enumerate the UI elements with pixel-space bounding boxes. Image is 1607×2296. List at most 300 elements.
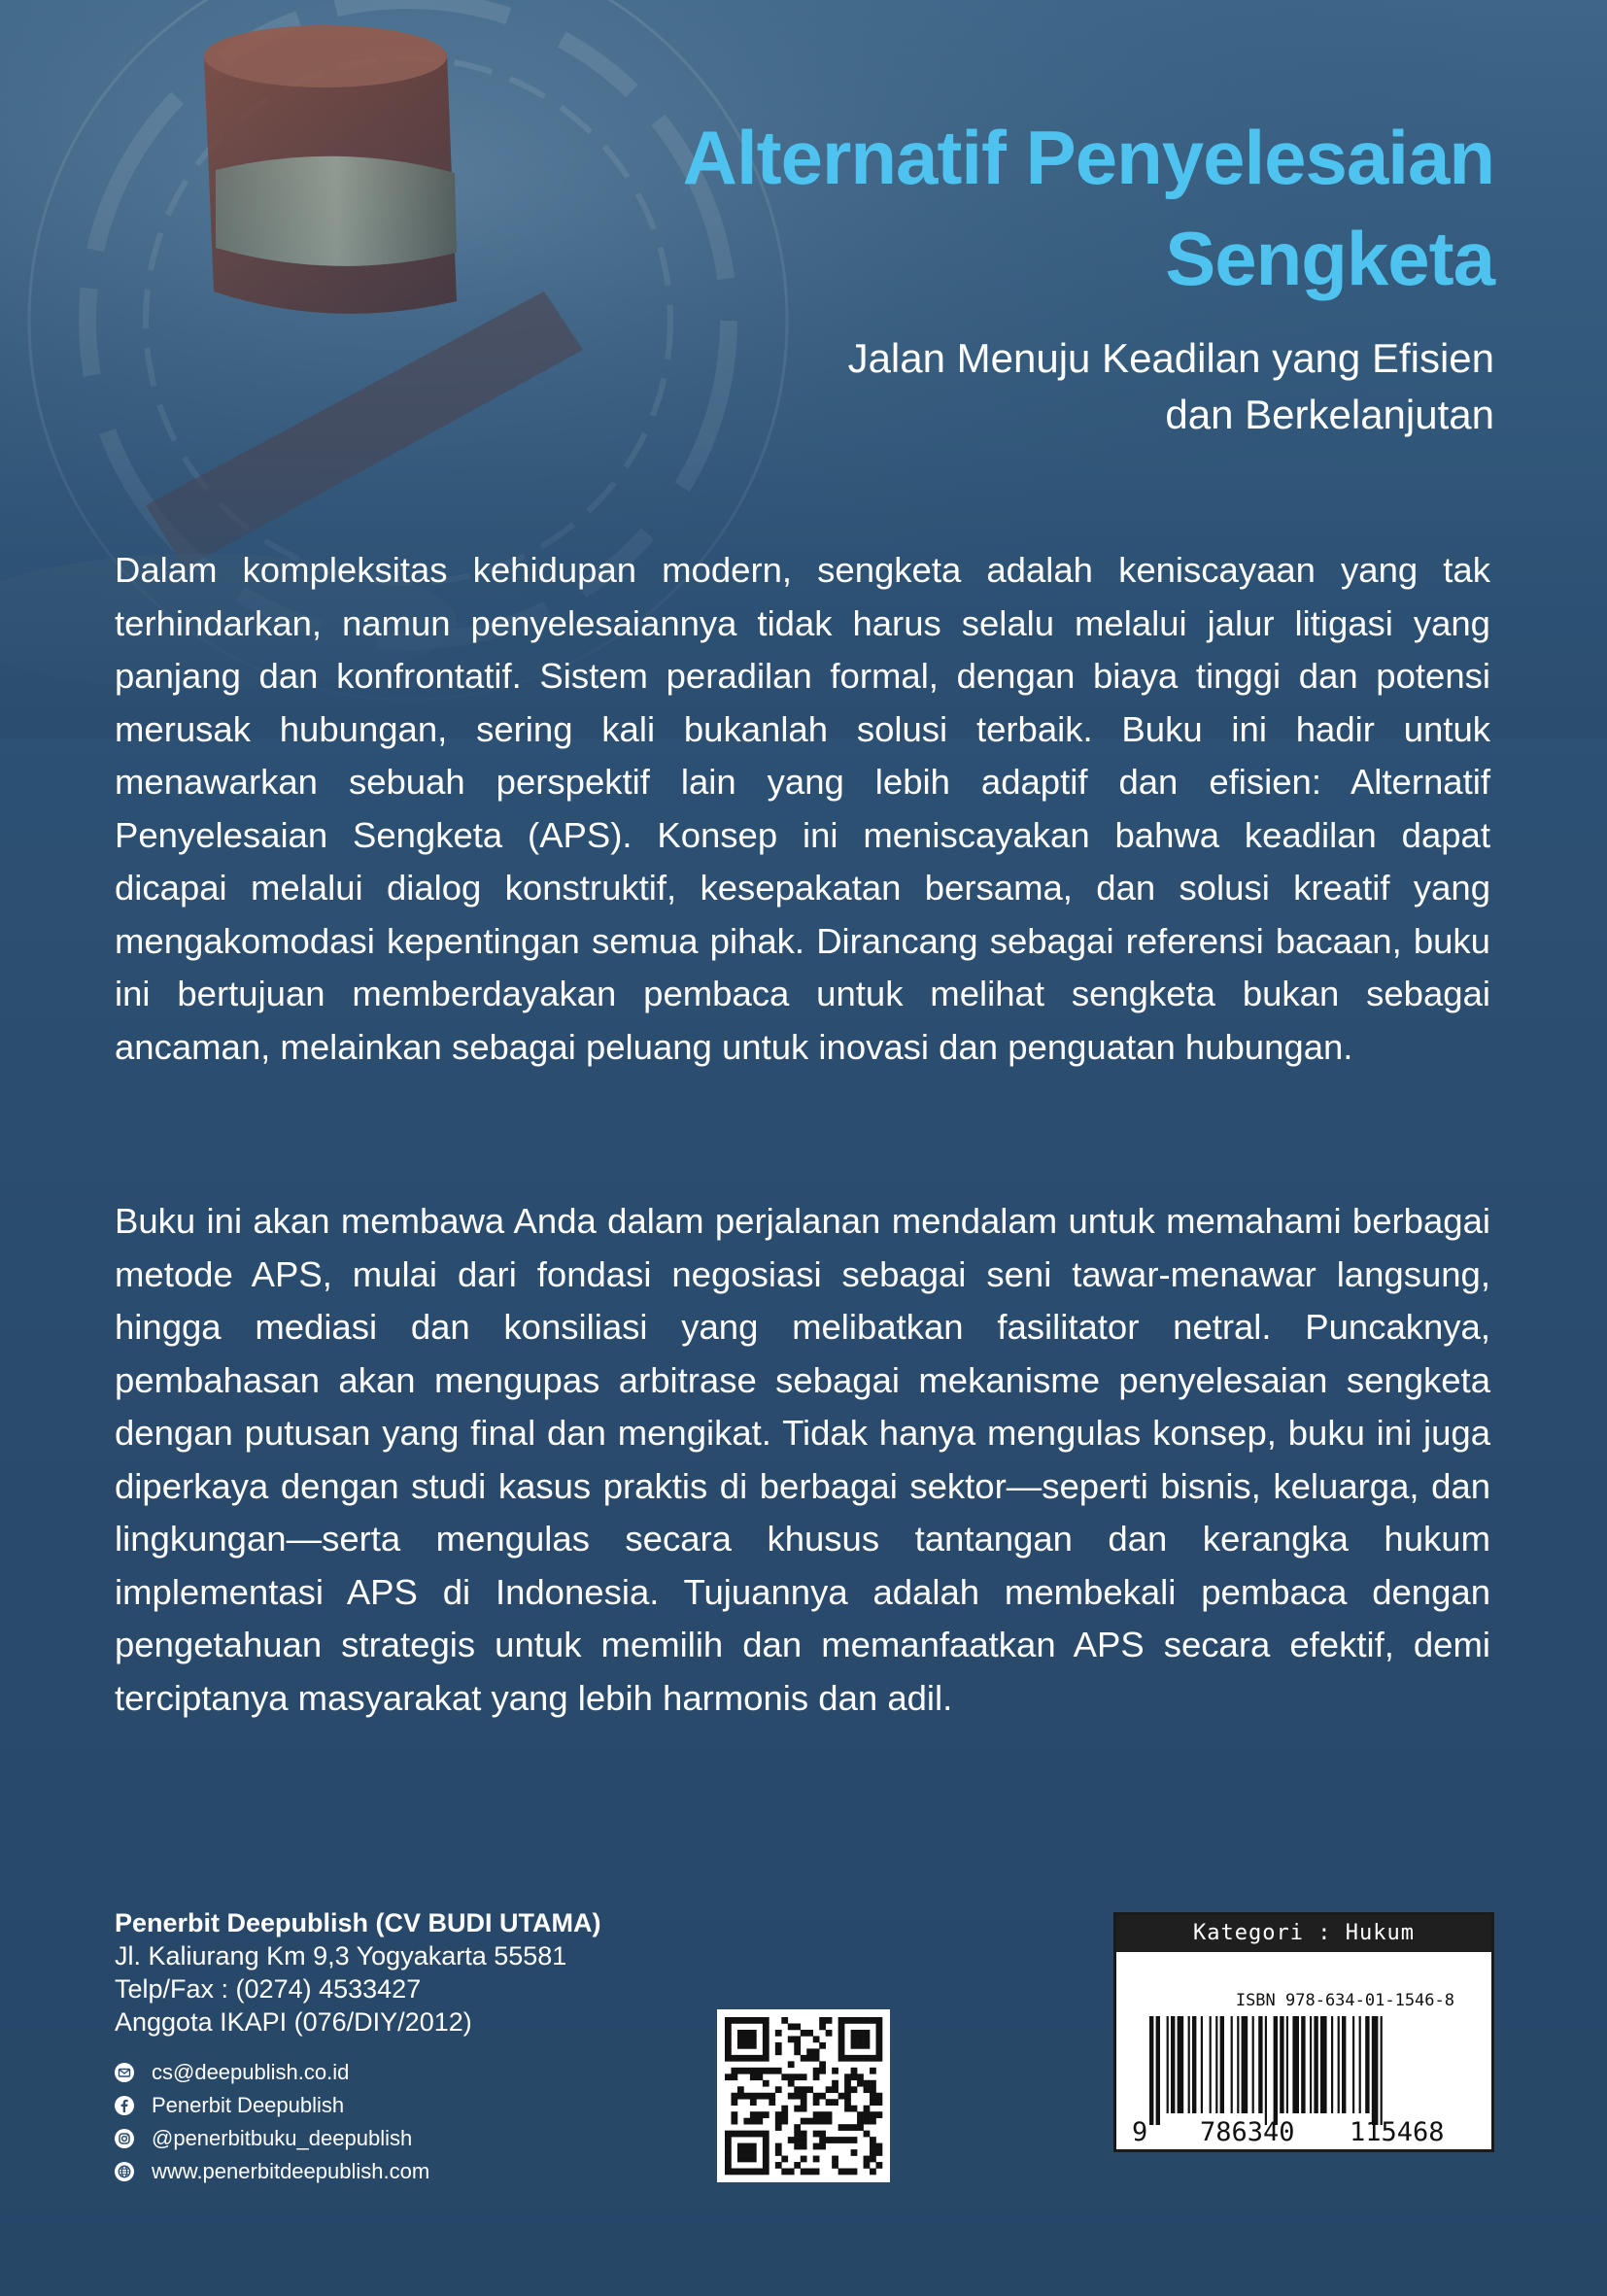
qr-module <box>775 2048 782 2055</box>
qr-module <box>838 2048 845 2055</box>
qr-module <box>844 2086 851 2093</box>
category-label: Kategori : Hukum <box>1116 1915 1491 1952</box>
qr-module <box>725 2023 732 2030</box>
qr-module <box>763 2169 769 2176</box>
qr-module <box>743 2042 750 2049</box>
barcode-bar <box>1342 2016 1346 2113</box>
barcode-bar <box>1381 2016 1383 2125</box>
qr-module <box>750 2068 757 2074</box>
qr-module <box>731 2017 737 2024</box>
qr-module <box>788 2073 795 2080</box>
barcode-bar <box>1274 2016 1278 2125</box>
barcode-bar <box>1286 2016 1288 2113</box>
qr-module <box>857 2073 864 2080</box>
qr-module <box>788 2061 795 2068</box>
barcode-bar <box>1331 2016 1333 2113</box>
book-title <box>426 107 1494 309</box>
isbn-number: ISBN 978-634-01-1546-8 <box>1235 1991 1454 2010</box>
qr-module <box>775 2143 782 2150</box>
qr-module <box>737 2149 744 2156</box>
qr-module <box>876 2149 883 2156</box>
contact-instagram[interactable] <box>115 2122 736 2155</box>
qr-module <box>794 2106 801 2112</box>
qr-module <box>801 2118 807 2125</box>
publisher-name: Penerbit Deepublish (CV BUDI UTAMA) <box>115 1908 601 1937</box>
qr-module <box>870 2017 876 2024</box>
qr-module <box>838 2036 845 2042</box>
qr-module <box>870 2156 876 2163</box>
publisher-phone: Telp/Fax : (0274) 4533427 <box>115 1974 422 2004</box>
qr-module <box>750 2118 757 2125</box>
qr-module <box>864 2030 871 2037</box>
qr-module <box>864 2017 871 2024</box>
qr-module <box>769 2093 775 2100</box>
instagram-icon <box>115 2129 134 2148</box>
barcode-bar <box>1301 2016 1305 2113</box>
qr-module <box>794 2093 801 2100</box>
qr-module <box>826 2111 833 2118</box>
qr-module <box>838 2124 845 2131</box>
qr-module <box>801 2156 807 2163</box>
qr-module <box>819 2118 826 2125</box>
qr-module <box>763 2143 769 2150</box>
qr-module <box>737 2169 744 2176</box>
qr-module <box>775 2030 782 2037</box>
qr-module <box>857 2111 864 2118</box>
qr-module <box>750 2149 757 2156</box>
qr-module <box>756 2131 763 2138</box>
qr-module <box>832 2086 838 2093</box>
qr-module <box>737 2156 744 2163</box>
qr-module <box>813 2169 820 2176</box>
qr-module <box>844 2055 851 2062</box>
contact-instagram-text: @penerbitbuku_deepublish <box>152 2126 413 2150</box>
qr-module <box>756 2073 763 2080</box>
qr-module <box>743 2143 750 2150</box>
qr-module <box>813 2068 820 2074</box>
qr-module <box>870 2118 876 2125</box>
qr-module <box>750 2042 757 2049</box>
barcode-bar <box>1188 2016 1190 2113</box>
qr-module <box>725 2048 732 2055</box>
qr-module <box>851 2055 858 2062</box>
qr-module <box>737 2036 744 2042</box>
qr-module <box>819 2093 826 2100</box>
qr-module <box>876 2030 883 2037</box>
qr-module <box>870 2149 876 2156</box>
qr-module <box>819 2023 826 2030</box>
barcode-digit-lead: 9 <box>1132 2117 1148 2147</box>
qr-module <box>806 2118 813 2125</box>
contact-email[interactable] <box>115 2056 736 2089</box>
qr-module <box>775 2068 782 2074</box>
qr-module <box>763 2055 769 2062</box>
qr-module <box>775 2118 782 2125</box>
qr-module <box>763 2111 769 2118</box>
qr-module <box>775 2162 782 2169</box>
qr-module <box>737 2086 744 2093</box>
qr-module <box>725 2137 732 2143</box>
qr-module <box>819 2061 826 2068</box>
qr-module <box>750 2111 757 2118</box>
qr-module <box>794 2124 801 2131</box>
qr-module <box>731 2093 737 2100</box>
qr-module <box>775 2086 782 2093</box>
qr-module <box>801 2093 807 2100</box>
qr-module <box>832 2156 838 2163</box>
qr-module <box>819 2111 826 2118</box>
isbn-barcode <box>1116 1915 1491 2149</box>
qr-module <box>750 2169 757 2176</box>
qr-module <box>870 2099 876 2106</box>
qr-module <box>876 2048 883 2055</box>
qr-module <box>826 2099 833 2106</box>
qr-module <box>832 2162 838 2169</box>
email-icon <box>115 2063 134 2082</box>
qr-module <box>864 2162 871 2169</box>
barcode-digits <box>1116 2117 1491 2150</box>
qr-module <box>806 2169 813 2176</box>
book-subtitle-line-1: Jalan Menuju Keadilan yang Efisien <box>847 335 1494 381</box>
qr-module <box>806 2048 813 2055</box>
qr-module <box>763 2162 769 2169</box>
qr-module <box>838 2055 845 2062</box>
qr-module <box>750 2055 757 2062</box>
qr-module <box>725 2162 732 2169</box>
qr-module <box>737 2017 744 2024</box>
qr-module <box>844 2017 851 2024</box>
qr-module <box>731 2111 737 2118</box>
qr-module <box>801 2055 807 2062</box>
qr-module <box>801 2106 807 2112</box>
qr-module <box>826 2137 833 2143</box>
qr-module <box>864 2131 871 2138</box>
qr-module <box>851 2169 858 2176</box>
qr-module <box>794 2073 801 2080</box>
qr-module <box>801 2137 807 2143</box>
qr-module <box>763 2042 769 2049</box>
qr-module <box>851 2030 858 2037</box>
qr-module <box>844 2169 851 2176</box>
isbn-barcode-box <box>1113 1912 1494 2152</box>
barcode-bar <box>1359 2016 1361 2113</box>
qr-module <box>737 2055 744 2062</box>
barcode-bar <box>1352 2016 1354 2113</box>
qr-module <box>788 2137 795 2143</box>
qr-module <box>857 2017 864 2024</box>
qr-module <box>851 2106 858 2112</box>
qr-module <box>788 2023 795 2030</box>
qr-module <box>763 2068 769 2074</box>
barcode-bar <box>1237 2016 1239 2113</box>
qr-module <box>781 2169 788 2176</box>
qr-module <box>737 2030 744 2037</box>
barcode-bar <box>1167 2016 1169 2113</box>
qr-module <box>864 2111 871 2118</box>
barcode-bar <box>1314 2016 1317 2113</box>
qr-module <box>857 2080 864 2087</box>
qr-module <box>756 2055 763 2062</box>
qr-module <box>813 2111 820 2118</box>
qr-module <box>857 2118 864 2125</box>
qr-module <box>832 2099 838 2106</box>
qr-module <box>763 2131 769 2138</box>
qr-module <box>750 2131 757 2138</box>
qr-module <box>750 2099 757 2106</box>
qr-module <box>864 2080 871 2087</box>
qr-module <box>851 2017 858 2024</box>
barcode-bar <box>1258 2016 1262 2113</box>
qr-module <box>819 2143 826 2150</box>
qr-module <box>826 2030 833 2037</box>
qr-module <box>763 2156 769 2163</box>
qr-module <box>857 2030 864 2037</box>
qr-module <box>832 2137 838 2143</box>
qr-module <box>864 2036 871 2042</box>
qr-module <box>801 2030 807 2037</box>
qr-module <box>794 2042 801 2049</box>
qr-module <box>819 2068 826 2074</box>
qr-module <box>731 2073 737 2080</box>
qr-module <box>725 2149 732 2156</box>
contact-facebook-text: Penerbit Deepublish <box>152 2093 345 2117</box>
qr-module <box>870 2093 876 2100</box>
contact-facebook[interactable] <box>115 2089 736 2122</box>
barcode-bar <box>1310 2016 1312 2113</box>
barcode-bar <box>1280 2016 1283 2113</box>
publisher-info <box>115 1906 736 2188</box>
qr-module <box>864 2118 871 2125</box>
qr-module <box>788 2093 795 2100</box>
qr-module <box>876 2017 883 2024</box>
qr-module <box>756 2118 763 2125</box>
publisher-contacts <box>115 2056 736 2188</box>
barcode-bar <box>1201 2016 1203 2113</box>
qr-module <box>781 2118 788 2125</box>
qr-module <box>743 2055 750 2062</box>
qr-module <box>743 2156 750 2163</box>
qr-module <box>813 2055 820 2062</box>
qr-module <box>876 2042 883 2049</box>
book-title-line-2: Sengketa <box>1165 216 1494 301</box>
qr-module <box>844 2106 851 2112</box>
contact-website-text: www.penerbitdeepublish.com <box>152 2159 430 2183</box>
qr-module <box>838 2137 845 2143</box>
qr-module <box>813 2143 820 2150</box>
qr-module <box>819 2131 826 2138</box>
qr-module <box>781 2111 788 2118</box>
barcode-bar <box>1338 2016 1340 2113</box>
qr-module <box>857 2055 864 2062</box>
qr-module <box>731 2169 737 2176</box>
qr-module <box>763 2137 769 2143</box>
qr-module <box>737 2131 744 2138</box>
qr-module <box>750 2036 757 2042</box>
barcode-bar <box>1252 2016 1254 2113</box>
qr-module <box>743 2068 750 2074</box>
qr-module <box>801 2099 807 2106</box>
barcode-bar <box>1220 2016 1224 2113</box>
qr-module <box>876 2162 883 2169</box>
qr-module <box>851 2149 858 2156</box>
synopsis-paragraph-1: Dalam kompleksitas kehidupan modern, sengketa adalah keniscayaan yang tak terhindarkan, namun penyelesaiannya tidak harus selalu melalui jalur litigasi yang panjang dan konfrontatif. Sistem peradilan formal, dengan biaya tinggi dan potensi merusak hubungan, sering kali bukanlah solusi terbaik. Buku ini hadir untuk menawarkan sebuah perspektif lain yang lebih adaptif dan efisien: Alternatif Penyelesaian Sengketa (APS). Konsep ini meniscayakan bahwa keadilan dapat dicapai melalui dialog konstruktif, kesepakatan bersama, dan solusi kreatif yang mengakomodasi kepentingan semua pihak. Dirancang sebagai referensi bacaan, buku ini bertujuan memberdayakan pembaca untuk melihat sengketa bukan sebagai ancaman, melainkan sebagai peluang untuk inovasi dan penguatan hubungan. <box>115 550 1490 1067</box>
qr-module <box>857 2036 864 2042</box>
qr-module <box>864 2106 871 2112</box>
qr-module <box>756 2111 763 2118</box>
qr-module <box>794 2023 801 2030</box>
qr-module <box>844 2099 851 2106</box>
qr-module <box>876 2111 883 2118</box>
barcode-digits-left: 786340 <box>1200 2117 1295 2147</box>
qr-module <box>731 2131 737 2138</box>
barcode-bar <box>1171 2016 1175 2113</box>
qr-module <box>864 2086 871 2093</box>
qr-module <box>731 2068 737 2074</box>
contact-website[interactable] <box>115 2155 736 2188</box>
qr-module <box>794 2131 801 2138</box>
qr-module <box>819 2137 826 2143</box>
qr-module <box>864 2055 871 2062</box>
book-subtitle-line-2: dan Berkelanjutan <box>1165 392 1494 437</box>
qr-module <box>763 2149 769 2156</box>
qr-module <box>857 2124 864 2131</box>
qr-module <box>844 2137 851 2143</box>
qr-module <box>731 2118 737 2125</box>
qr-module <box>725 2017 732 2024</box>
qr-module <box>870 2137 876 2143</box>
qr-module <box>775 2111 782 2118</box>
qr-module <box>876 2036 883 2042</box>
qr-module <box>737 2143 744 2150</box>
qr-module <box>870 2111 876 2118</box>
barcode-bar <box>1231 2016 1233 2113</box>
barcode-bar <box>1178 2016 1184 2113</box>
qr-module <box>725 2156 732 2163</box>
qr-module <box>781 2073 788 2080</box>
qr-module <box>838 2023 845 2030</box>
qr-module <box>743 2131 750 2138</box>
qr-module <box>876 2143 883 2150</box>
qr-code[interactable] <box>717 2009 890 2182</box>
qr-module <box>775 2149 782 2156</box>
qr-module <box>838 2042 845 2049</box>
qr-module <box>806 2086 813 2093</box>
qr-module <box>743 2169 750 2176</box>
book-subtitle <box>426 330 1494 443</box>
qr-module <box>838 2017 845 2024</box>
qr-module <box>781 2017 788 2024</box>
barcode-bar <box>1372 2016 1379 2125</box>
publisher-address: Jl. Kaliurang Km 9,3 Yogyakarta 55581 <box>115 1941 567 1970</box>
qr-module <box>876 2093 883 2100</box>
qr-module <box>813 2093 820 2100</box>
qr-module <box>794 2137 801 2143</box>
qr-module <box>743 2030 750 2037</box>
qr-module <box>832 2068 838 2074</box>
qr-module <box>750 2030 757 2037</box>
qr-module <box>725 2030 732 2037</box>
qr-module <box>870 2080 876 2087</box>
qr-module <box>819 2042 826 2049</box>
barcode-bar <box>1192 2016 1196 2113</box>
qr-module <box>743 2093 750 2100</box>
qr-module <box>794 2036 801 2042</box>
barcode-bar <box>1320 2016 1327 2113</box>
qr-module <box>857 2042 864 2049</box>
qr-module <box>743 2017 750 2024</box>
qr-module <box>813 2118 820 2125</box>
qr-module <box>806 2055 813 2062</box>
qr-module <box>763 2093 769 2100</box>
qr-module <box>813 2156 820 2163</box>
barcode-bar <box>1215 2016 1217 2113</box>
qr-module <box>838 2030 845 2037</box>
qr-module <box>813 2099 820 2106</box>
qr-module <box>763 2023 769 2030</box>
qr-module <box>876 2023 883 2030</box>
qr-module <box>775 2124 782 2131</box>
qr-module <box>870 2068 876 2074</box>
qr-module <box>794 2162 801 2169</box>
qr-module <box>813 2073 820 2080</box>
qr-module <box>801 2131 807 2138</box>
qr-module <box>851 2036 858 2042</box>
qr-module <box>844 2080 851 2087</box>
qr-module <box>813 2036 820 2042</box>
qr-module <box>750 2017 757 2024</box>
qr-module <box>750 2143 757 2150</box>
qr-module <box>876 2099 883 2106</box>
qr-module <box>725 2073 732 2080</box>
qr-module <box>756 2169 763 2176</box>
qr-module <box>851 2124 858 2131</box>
qr-module <box>737 2093 744 2100</box>
qr-module <box>794 2143 801 2150</box>
qr-module <box>750 2073 757 2080</box>
qr-module <box>844 2073 851 2080</box>
qr-module <box>750 2093 757 2100</box>
barcode-bar <box>1292 2016 1299 2113</box>
qr-module <box>801 2143 807 2150</box>
qr-module <box>731 2099 737 2106</box>
qr-module <box>788 2036 795 2042</box>
facebook-icon <box>115 2096 134 2115</box>
qr-module <box>826 2086 833 2093</box>
barcode-digits-right: 115468 <box>1350 2117 1445 2147</box>
qr-module <box>725 2169 732 2176</box>
qr-module <box>756 2093 763 2100</box>
qr-module <box>743 2118 750 2125</box>
barcode-bar <box>1265 2016 1267 2125</box>
qr-module <box>813 2048 820 2055</box>
qr-module <box>794 2086 801 2093</box>
globe-icon <box>115 2162 134 2181</box>
barcode-bar <box>1149 2016 1153 2125</box>
qr-module <box>769 2099 775 2106</box>
qr-module <box>851 2086 858 2093</box>
qr-module <box>801 2073 807 2080</box>
qr-module <box>781 2106 788 2112</box>
qr-module <box>781 2156 788 2163</box>
qr-module <box>844 2124 851 2131</box>
qr-module <box>763 2048 769 2055</box>
qr-module <box>826 2017 833 2024</box>
qr-module <box>737 2042 744 2049</box>
barcode-bar <box>1365 2016 1369 2113</box>
qr-module <box>788 2080 795 2087</box>
qr-module <box>743 2036 750 2042</box>
qr-module <box>737 2068 744 2074</box>
